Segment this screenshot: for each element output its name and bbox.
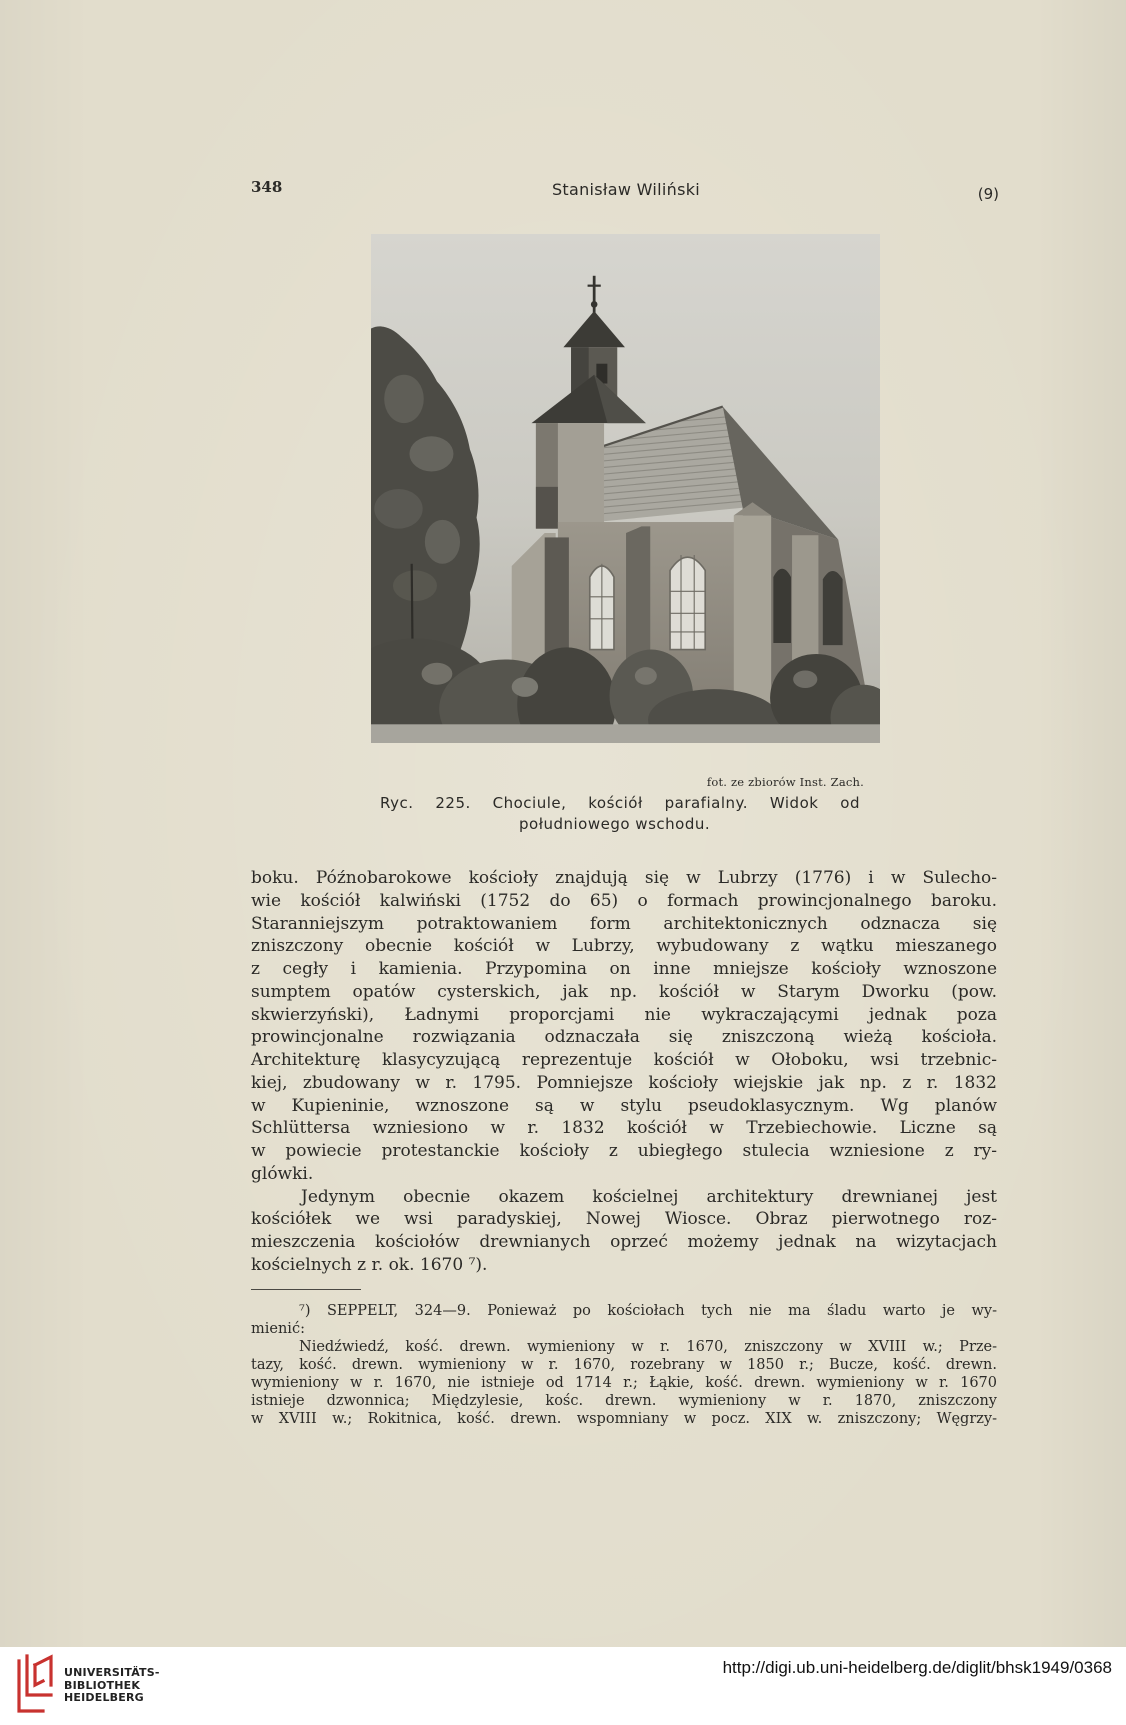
body-line: Jedynym obecnie okazem kościelnej architektury drewnianej jest [301, 1186, 997, 1207]
running-title: Stanisław Wiliński [551, 180, 701, 199]
figure-caption-line-2: południowego wschodu. [519, 815, 711, 833]
body-line: skwierzyński), Ładnymi proporcjami nie wykraczającymi jednak poza [251, 1004, 997, 1025]
body-line: prowincjonalne rozwiązania odznaczała się zniszczoną wieżą kościoła. [251, 1027, 997, 1048]
library-name-line-3: HEIDELBERG [64, 1691, 144, 1704]
footnote-line: mienić: [251, 1321, 305, 1337]
body-line: w powiecie protestanckie kościoły z ubiegłego stulecia wzniesione z ry- [251, 1141, 997, 1161]
body-line: kościółek we wsi paradyskiej, Nowej Wiosce. Obraz pierwotnego roz- [251, 1209, 997, 1230]
body-line: mieszczenia kościołów drewnianych oprzeć możemy jednak na wizytacjach [251, 1232, 997, 1252]
church-photograph [371, 234, 880, 743]
footnote-line: istnieje dzwonnica; Międzylesie, kośc. drewn. wymieniony w r. 1870, zniszczony [251, 1393, 997, 1409]
library-footer [0, 1647, 1126, 1725]
section-number: (9) [977, 185, 999, 203]
document-url: http://digi.ub.uni-heidelberg.de/diglit/bhsk1949/0368 [722, 1658, 1112, 1677]
body-line: Schlüttersa wzniesiono w r. 1832 kościół w Trzebiechowie. Liczne są [251, 1118, 997, 1139]
page-number: 348 [251, 178, 283, 196]
body-line: w Kupieninie, wznoszone są w stylu pseudoklasycznym. Wg planów [251, 1095, 997, 1116]
body-line: z cegły i kamienia. Przypomina on inne mniejsze kościoły wznoszone [251, 959, 997, 979]
photo-credit: fot. ze zbiorów Inst. Zach. [706, 775, 864, 789]
footnote [251, 1302, 997, 1428]
body-line: Architekturę klasycyzującą reprezentuje kościół w Ołoboku, wsi trzebnic- [251, 1050, 997, 1070]
body-line: kościelnych z r. ok. 1670 ⁷). [251, 1254, 488, 1275]
body-line: wie kościół kalwiński (1752 do 65) o formach prowincjonalnego baroku. [251, 890, 997, 911]
footnote-separator [251, 1289, 361, 1290]
footnote-line: tazy, kość. drewn. wymieniony w r. 1670, rozebrany w 1850 r.; Bucze, kość. drewn. [251, 1357, 997, 1373]
footnote-line: wymieniony w r. 1670, nie istnieje od 1714 r.; Łąkie, kość. drewn. wymieniony w r. 1670 [251, 1375, 997, 1391]
body-line: Staranniejszym potraktowaniem form architektonicznych odznacza się [251, 913, 997, 934]
body-line: kiej, zbudowany w r. 1795. Pomniejsze kościoły wiejskie jak np. z r. 1832 [251, 1072, 997, 1093]
footnote-line: w XVIII w.; Rokitnica, kość. drewn. wspomniany w pocz. XIX w. zniszczony; Węgrzy- [251, 1411, 997, 1427]
body-line: glówki. [251, 1163, 314, 1184]
body-line: zniszczony obecnie kościół w Lubrzy, wybudowany z wątku mieszanego [251, 936, 997, 957]
body-line: sumptem opatów cysterskich, jak np. kościół w Starym Dworku (pow. [251, 981, 997, 1002]
footnote-line: Niedźwiedź, kość. drewn. wymieniony w r. 1670, zniszczony w XVIII w.; Prze- [299, 1339, 997, 1355]
library-name [64, 1667, 160, 1705]
library-name-line-2: BIBLIOTHEK [64, 1678, 141, 1692]
library-logo-icon [13, 1653, 55, 1717]
library-name-line-1: UNIVERSITÄTS- [64, 1666, 160, 1679]
body-text [251, 867, 997, 1277]
figure-caption-line-1: Ryc. 225. Chociule, kościół parafialny. Widok od [380, 794, 860, 812]
footnote-line: ⁷) SEPPELT, 324—9. Ponieważ po kościołach tych nie ma śladu warto je wy- [299, 1303, 997, 1319]
body-line: boku. Późnobarokowe kościoły znajdują się w Lubrzy (1776) i w Sulecho- [251, 868, 997, 888]
